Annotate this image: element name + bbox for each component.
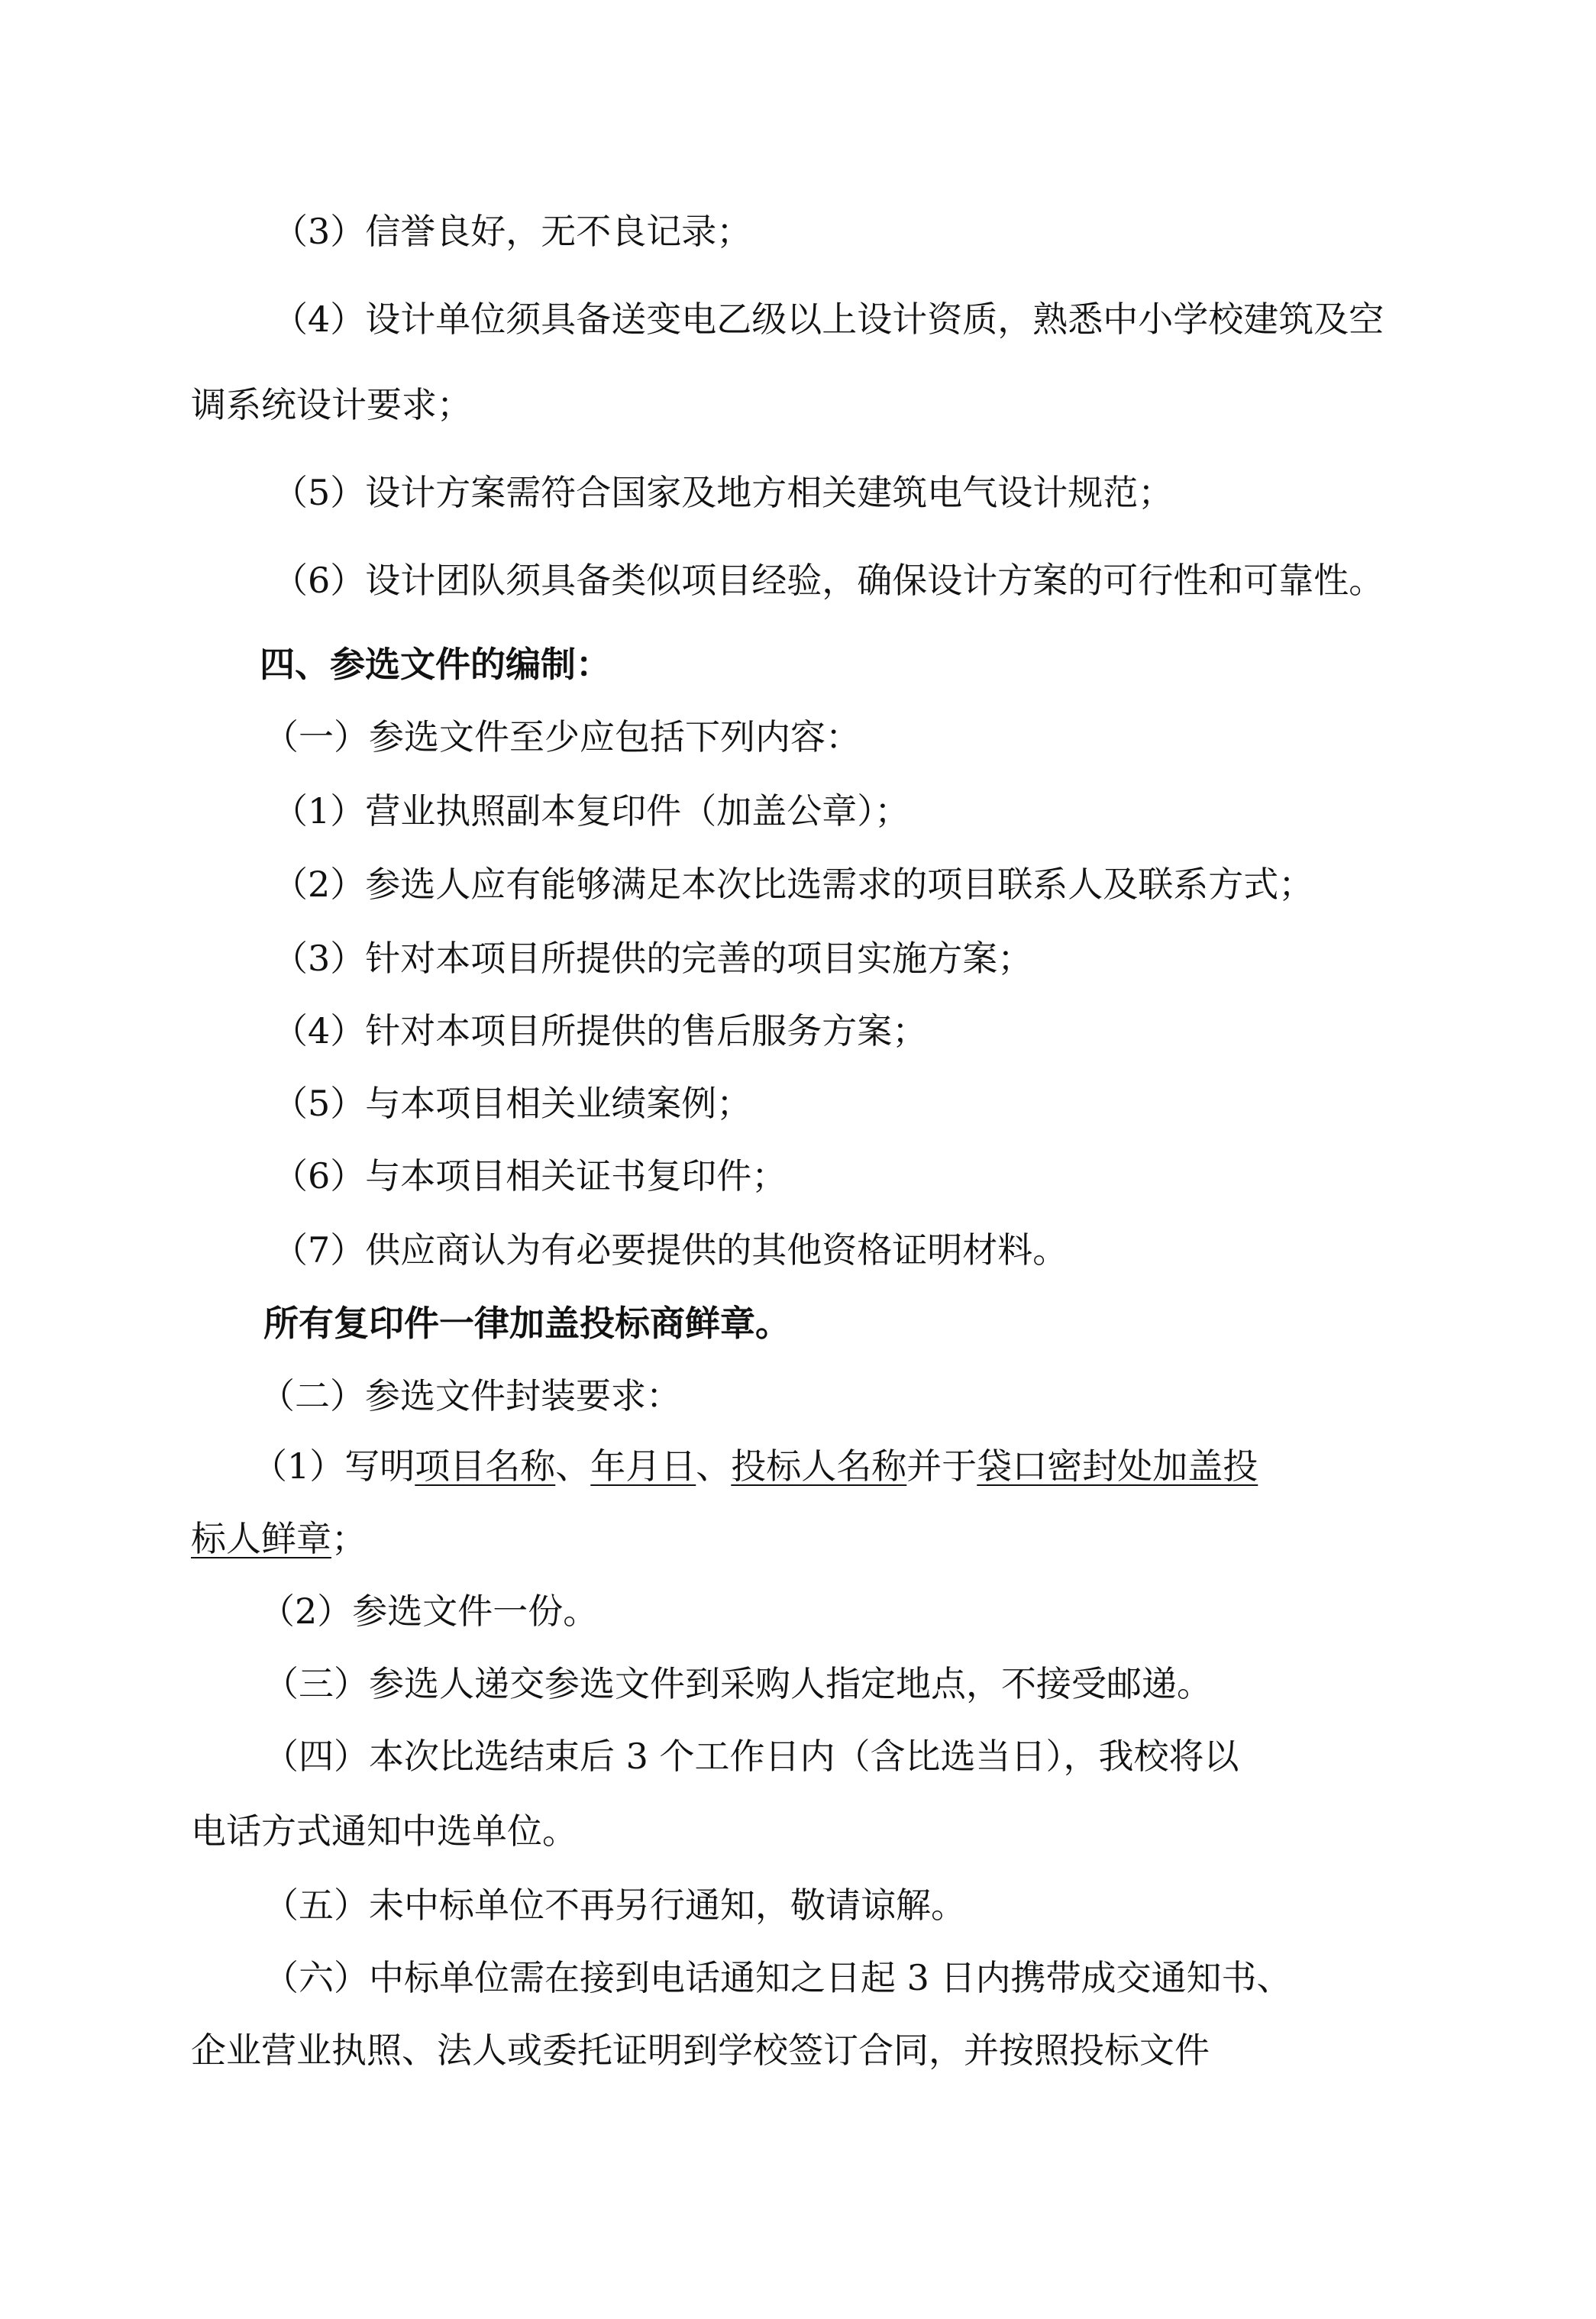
packaging-text: ；	[331, 1518, 367, 1559]
subsection-3: （三）参选人递交参选文件到采购人指定地点，不接受邮递。	[263, 1663, 1212, 1704]
subsection-4: （四）本次比选结束后 3 个工作日内（含比选当日），我校将以	[263, 1736, 1239, 1777]
requirement-4: （4）设计单位须具备送变电乙级以上设计资质，熟悉中小学校建筑及空	[273, 299, 1384, 340]
requirement-3: （3）信誉良好，无不良记录；	[273, 211, 752, 252]
underlined-date: 年月日	[590, 1445, 696, 1487]
packaging-text: （1）写明	[252, 1445, 415, 1487]
underlined-seal-instruction: 袋口密封处加盖投	[977, 1445, 1258, 1487]
underlined-seal-instruction-end: 标人鲜章	[191, 1518, 331, 1559]
requirement-4-continued: 调系统设计要求；	[191, 384, 472, 425]
content-item-5: （5）与本项目相关业绩案例；	[273, 1083, 752, 1124]
subsection-5: （五）未中标单位不再另行通知，敬请谅解。	[263, 1885, 966, 1926]
content-item-2: （2）参选人应有能够满足本次比选需求的项目联系人及联系方式；	[273, 864, 1314, 905]
underlined-bidder-name: 投标人名称	[731, 1445, 907, 1487]
content-item-1: （1）营业执照副本复印件（加盖公章）；	[273, 790, 910, 832]
content-item-3: （3）针对本项目所提供的完善的项目实施方案；	[273, 938, 1033, 979]
subsection-1-heading: （一）参选文件至少应包括下列内容：	[263, 716, 861, 757]
packaging-text: 、	[555, 1445, 591, 1487]
subsection-6: （六）中标单位需在接到电话通知之日起 3 日内携带成交通知书、	[263, 1957, 1292, 1998]
subsection-4-continued: 电话方式通知中选单位。	[191, 1810, 577, 1852]
section-heading-4: 四、参选文件的编制：	[260, 644, 611, 685]
underlined-project-name: 项目名称	[415, 1445, 556, 1487]
subsection-6-continued: 企业营业执照、法人或委托证明到学校签订合同，并按照投标文件	[191, 2030, 1210, 2071]
packaging-item-1-continued	[191, 1516, 367, 1562]
packaging-text: 、	[696, 1445, 732, 1487]
stamp-note: 所有复印件一律加盖投标商鲜章。	[263, 1303, 790, 1344]
requirement-6: （6）设计团队须具备类似项目经验，确保设计方案的可行性和可靠性。	[273, 560, 1384, 601]
subsection-2-heading: （二）参选文件封装要求：	[260, 1375, 681, 1416]
packaging-item-1	[252, 1443, 1258, 1489]
content-item-6: （6）与本项目相关证书复印件；	[273, 1155, 787, 1197]
requirement-5: （5）设计方案需符合国家及地方相关建筑电气设计规范；	[273, 472, 1174, 513]
content-item-7: （7）供应商认为有必要提供的其他资格证明材料。	[273, 1229, 1068, 1271]
packaging-item-2: （2）参选文件一份。	[260, 1591, 599, 1632]
content-item-4: （4）针对本项目所提供的售后服务方案；	[273, 1010, 928, 1051]
packaging-text: 并于	[906, 1445, 977, 1487]
